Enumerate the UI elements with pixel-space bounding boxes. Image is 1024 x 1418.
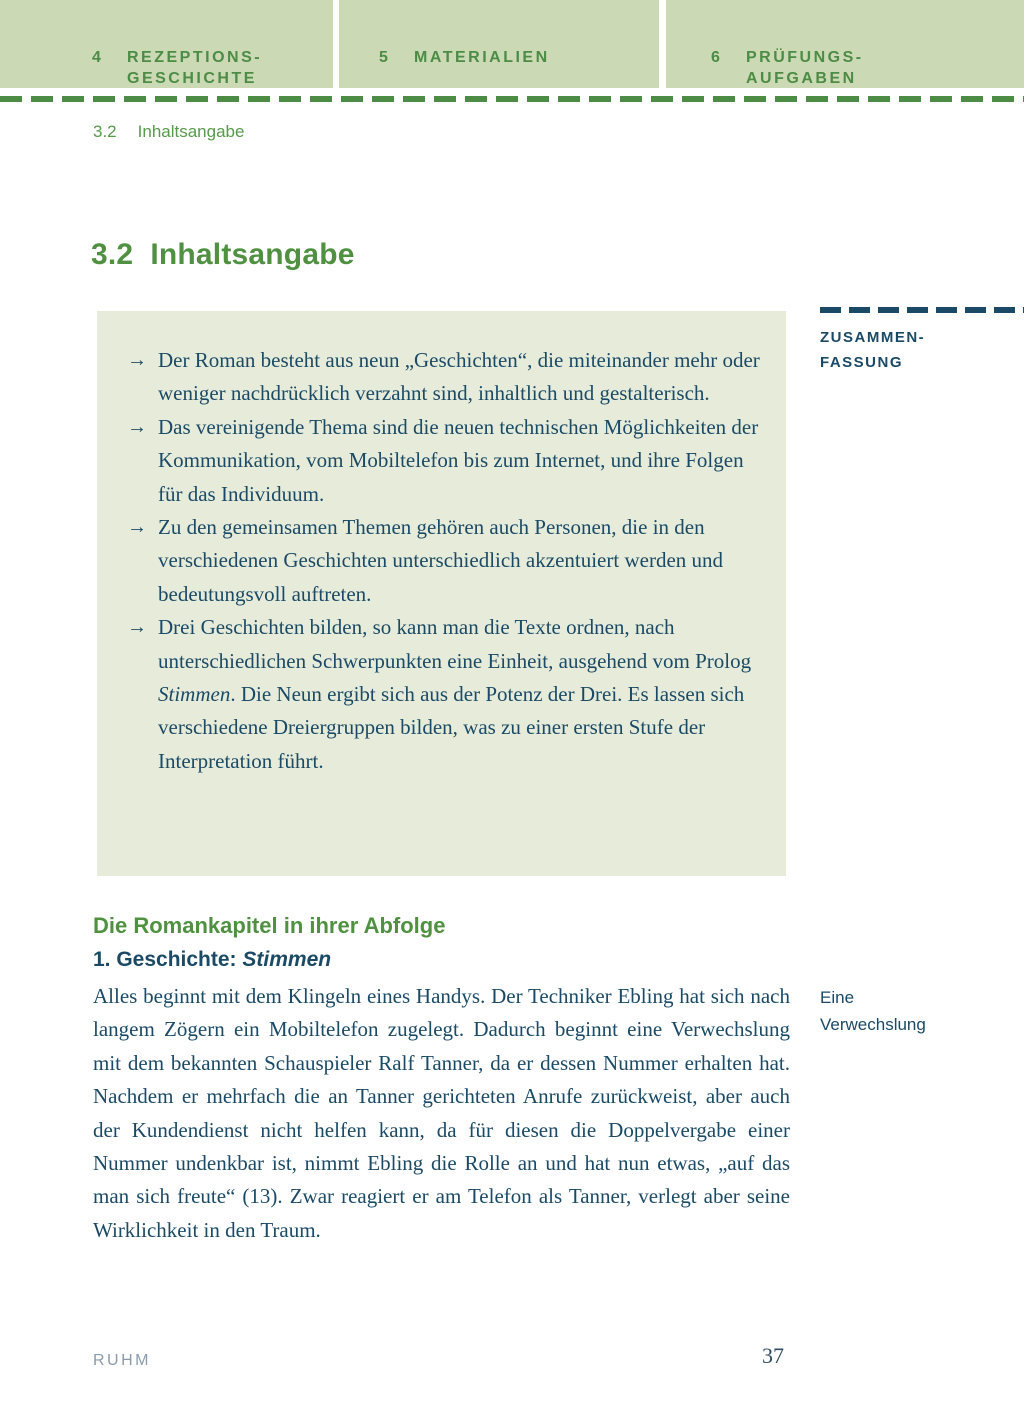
summary-bullet [127, 344, 765, 411]
tab-number: 6 [711, 49, 723, 66]
tab-number: 5 [379, 49, 391, 66]
section-heading: Die Romankapitel in ihrer Abfolge [93, 913, 446, 938]
summary-bullet-text: Drei Geschichten bilden, so kann man die Texte ordnen, nach unterschiedlichen Schwerpunkten eine Einheit, ausgehend vom Prolog Stimmen. Die Neun ergibt sich aus der Potenz der Drei. Es lassen sich verschiedene Dreiergruppen bilden, was zu einer ersten Stufe der Interpretation führt. [158, 615, 752, 773]
summary-bullet [127, 511, 765, 611]
summary-bullet-text: Der Roman besteht aus neun „Geschichten“, die miteinander mehr oder weniger nachdrücklich verzahnt sind, inhaltlich und gestalterisch. [158, 348, 760, 406]
margin-note-verwechslung: Eine Verwechslung [820, 988, 926, 1034]
tab-label: MATERIALIEN [414, 49, 550, 66]
dashed-divider-blue [820, 307, 1024, 313]
breadcrumb [93, 121, 244, 143]
header-tab-pruefungsaufgaben [666, 0, 1024, 88]
arrow-bullet-icon: → [127, 516, 147, 539]
chapter-subheading: 1. Geschichte: Stimmen [93, 948, 332, 971]
margin-label-zusammenfassung: ZUSAMMEN- FASSUNG [820, 329, 926, 371]
tab-number: 4 [92, 49, 104, 66]
summary-bullet [127, 611, 765, 778]
arrow-bullet-icon: → [127, 349, 147, 371]
page-title-label: Inhaltsangabe [150, 238, 355, 271]
page-title-number: 3.2 [91, 238, 134, 271]
summary-bullet [127, 411, 765, 511]
dashed-divider-green [0, 96, 1024, 102]
body-paragraph: Alles beginnt mit dem Klingeln eines Handys. Der Techniker Ebling hat sich nach langem Zögern ein Mobiltelefon zugelegt. Dadurch beginnt eine Verwechslung mit dem bekannten Schauspieler Ralf Tanner, da er dessen Nummer erhalten hat. Nachdem er mehrfach die an Tanner gerichteten Anrufe zurückweist, aber auch der Kundendienst nicht helfen kann, da für diesen die Doppelvergabe einer Nummer undenkbar ist, nimmt Ebling die Rolle an und hat nun etwas, „auf das man sich freute“ (13). Zwar reagiert er am Telefon als Tanner, verlegt aber seine Wirklichkeit in den Traum. [93, 984, 790, 1242]
page-title [91, 238, 355, 272]
arrow-bullet-icon: → [127, 415, 147, 438]
summary-bullet-text: Das vereinigende Thema sind die neuen technischen Möglichkeiten der Kommunikation, vom Mobiltelefon bis zum Internet, und ihre Folgen für das Individuum. [158, 414, 759, 506]
breadcrumb-label: Inhaltsangabe [137, 122, 245, 141]
chapter-title-italic: Stimmen [242, 948, 332, 971]
summary-bullet-text: Zu den gemeinsamen Themen gehören auch Personen, die in den verschiedenen Geschichten unterschiedlich akzentuiert werden und bedeutungsvoll auftreten. [158, 515, 724, 606]
arrow-bullet-icon: → [127, 616, 147, 639]
breadcrumb-number: 3.2 [93, 122, 117, 141]
header-tab-rezeptionsgeschichte [0, 0, 333, 88]
tab-label: REZEPTIONS- GESCHICHTE [127, 49, 263, 87]
footer-book-title: RUHM [93, 1352, 151, 1369]
footer-page-number: 37 [762, 1343, 784, 1368]
summary-box [97, 311, 786, 876]
tab-label: PRÜFUNGS- AUFGABEN [746, 49, 864, 87]
header-tab-materialien [339, 0, 659, 88]
